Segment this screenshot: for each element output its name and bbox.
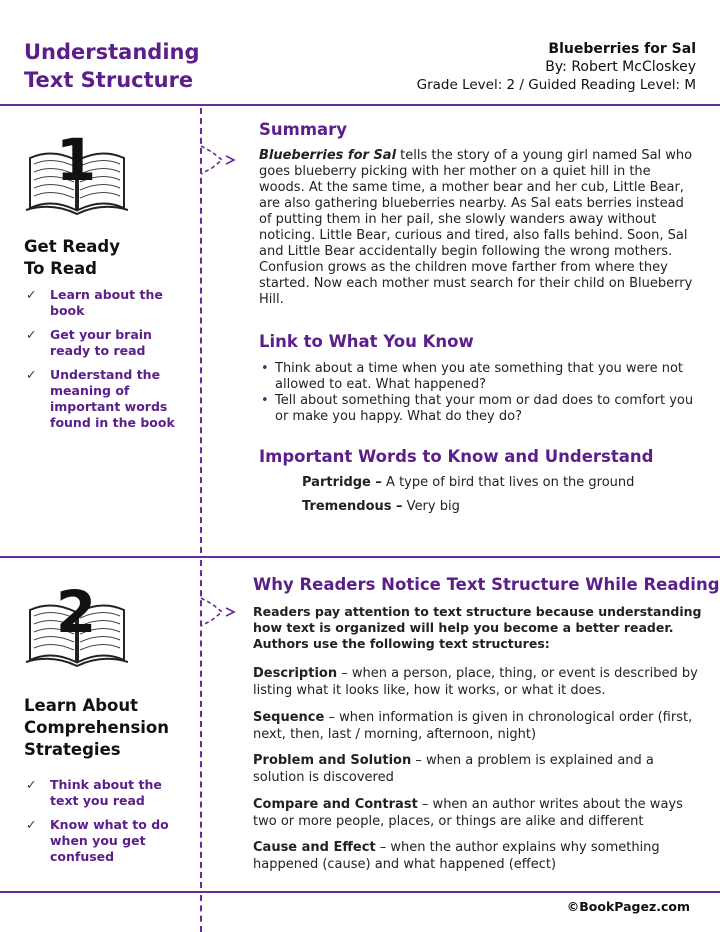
summary-heading: Summary: [259, 120, 348, 139]
step2-title: [24, 695, 169, 761]
divider-bottom: [0, 891, 720, 893]
vocab-item: [302, 475, 634, 490]
structure-definition: – when the author explains why something happened (cause) and what happened (effect): [253, 840, 660, 872]
open-book-icon: [22, 570, 132, 674]
vocab-definition: A type of bird that lives on the ground: [381, 475, 635, 490]
vocab-item: [302, 499, 460, 514]
list-item: ✓ Learn about the book: [26, 287, 163, 318]
dashed-guide-3: [200, 895, 202, 932]
structure-term: Compare and Contrast: [253, 797, 418, 812]
structure-definition: – when an author writes about the ways two or more people, places, or things are alike and different: [253, 797, 683, 829]
step1-title-line2: To Read: [24, 259, 97, 278]
structure-definition: – when a person, place, thing, or event is described by listing what it looks like, how it works, or what it does.: [253, 666, 698, 698]
step1-title: [24, 236, 120, 280]
step1-title-line1: Get Ready: [24, 237, 120, 256]
structure-item: [253, 796, 703, 830]
structure-term: Problem and Solution: [253, 753, 412, 768]
step1-checklist: [22, 287, 192, 439]
link-list: [259, 361, 699, 425]
step2-title-line1: Learn About: [24, 696, 139, 715]
divider-top: [0, 104, 720, 106]
summary-book-title: Blueberries for Sal: [259, 148, 397, 163]
page-title-line1: Understanding: [24, 40, 200, 64]
check-icon: ✓: [26, 287, 37, 302]
summary-text: [259, 148, 699, 308]
why-intro: Readers pay attention to text structure because understanding how text is organized will help you become a better reader. Authors use the following text structures:: [253, 604, 702, 651]
divider-middle: [0, 556, 720, 558]
vocab-definition: Very big: [402, 499, 460, 514]
vocab-term: Tremendous –: [302, 499, 403, 514]
check-icon: ✓: [26, 817, 37, 832]
structure-definition: – when information is given in chronological order (first, next, then, last / morning, afternoon, night): [253, 710, 693, 742]
structure-item: [253, 665, 703, 699]
link-heading: Link to What You Know: [259, 332, 474, 351]
structure-item: [253, 839, 703, 873]
step2-title-line2: Comprehension: [24, 718, 170, 737]
check-icon: ✓: [26, 777, 37, 792]
structure-item: [253, 752, 703, 786]
vocab-term: Partridge –: [302, 475, 382, 490]
step2-title-line3: Strategies: [24, 740, 121, 759]
summary-body: tells the story of a young girl named Sal who goes blueberry picking with her mother on a quiet hill in the woods. At the same time, a mother bear and her cub, Little Bear, are also gathering blueberries nearby. As Sal eats berries instead of putting them in her pail, she slowly wanders away without noticing. Little Bear, curious and tired, also falls behind. Soon, Sal and Little Bear accidentally begin following the wrong mothers. Confusion grows as the children move farther from where they started. Now each mother must search for their child on Blueberry Hill.: [259, 148, 693, 307]
structure-term: Sequence: [253, 710, 325, 725]
bullet-icon: •: [261, 361, 269, 376]
book-title: Blueberries for Sal: [548, 41, 696, 57]
book-author: By: Robert McCloskey: [545, 59, 696, 75]
list-item: ✓ Understand the meaning of important words found in the book: [26, 367, 175, 430]
check-icon: ✓: [26, 327, 37, 342]
step-number: 1: [55, 126, 97, 194]
page-title-line2: Text Structure: [24, 68, 194, 92]
list-item: ✓ Get your brain ready to read: [26, 327, 152, 358]
page-title: [24, 38, 200, 94]
step-number: 2: [55, 578, 97, 646]
step2-checklist: [22, 777, 192, 873]
book-info: [417, 40, 696, 94]
bullet-icon: •: [261, 393, 269, 408]
list-item: ✓ Know what to do when you get confused: [26, 817, 169, 864]
open-book-icon: [22, 118, 132, 222]
list-item: ✓ Think about the text you read: [26, 777, 162, 808]
check-icon: ✓: [26, 367, 37, 382]
chevron-right-icon: [200, 140, 240, 180]
book-levels: Grade Level: 2 / Guided Reading Level: M: [416, 77, 696, 93]
structure-term: Cause and Effect: [253, 840, 376, 855]
list-item: • Tell about something that your mom or dad does to comfort you or make you happy. What do they do?: [261, 393, 694, 424]
words-heading: Important Words to Know and Understand: [259, 447, 654, 466]
structure-item: [253, 709, 703, 743]
structure-definition: – when a problem is explained and a solution is discovered: [253, 753, 654, 785]
why-heading: Why Readers Notice Text Structure While Reading: [253, 575, 720, 594]
list-item: • Think about a time when you ate something that you were not allowed to eat. What happened?: [261, 361, 684, 392]
copyright: ©BookPagez.com: [566, 899, 690, 914]
chevron-right-icon: [200, 592, 240, 632]
structure-term: Description: [253, 666, 338, 681]
